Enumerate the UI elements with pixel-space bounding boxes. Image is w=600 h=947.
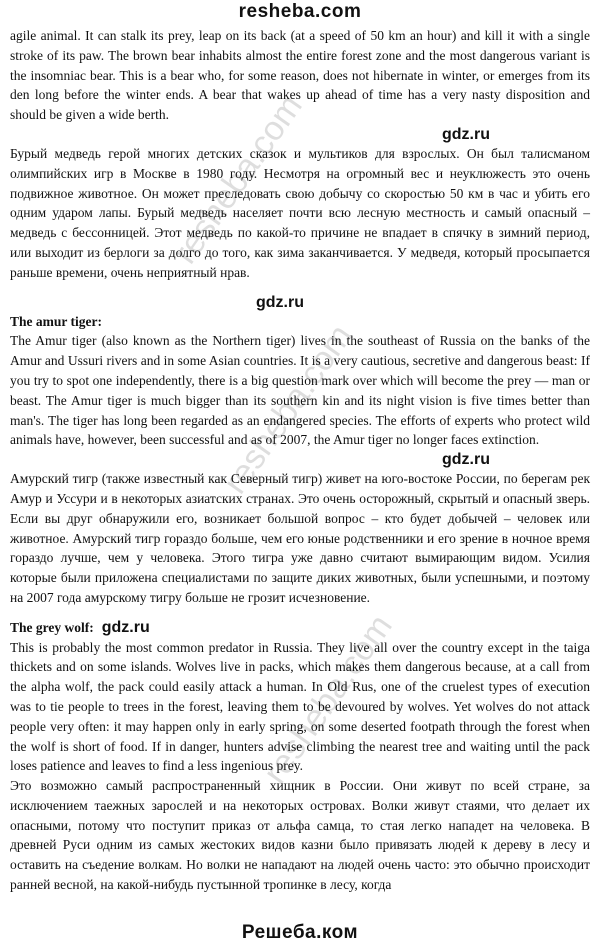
document-body bbox=[10, 26, 590, 895]
tiger-russian-paragraph: Амурский тигр (также известный как Северный тигр) живет на юго-востоке России, по берегам рек Амур и Уссури и в некоторых азиатских странах. Это очень осторожный, скрытый и опасный зверь. Если вы друг обнаружили его, возникает большой вопрос – кто будет добычей – человек или животное. Амурский тигр гораздо больше, чем его юные родственники и его зрение в ночное время гораздо лучше, чем у человека. Этого тигра уже давно считают вымирающим видом. Усилия которые были приложена специалистами по защите диких животных, были успешными, и поэтому на 2007 года амурскому тигру больше не грозит исчезновение. bbox=[10, 471, 590, 605]
gdz-mark: gdz.ru bbox=[442, 451, 490, 469]
watermark: resheba.com bbox=[255, 607, 400, 791]
wolf-russian-paragraph: Это возможно самый распространенный хищник в России. Они живут по всей стране, за исключением таежных зарослей и на некоторых островах. Волки живут стаями, что делает их опасными, потому что поступит приказ от альфа самца, то стая легко нападет на человека. В древней Руси одним из самых жестоких видов казни было привязать людей к дереву в лесу и оставить на съедение волкам. Но волки не нападают на людей очень часто: это обычно происходит ранней весной, на какой-нибудь пустынной тропинке в лесу, когда bbox=[10, 778, 590, 893]
gdz-mark: gdz.ru bbox=[101, 618, 150, 636]
watermark: resheba.com bbox=[215, 317, 360, 501]
bear-english-paragraph: agile animal. It can stalk its prey, leap on its back (at a speed of 50 km an hour) and kill it with a single stroke of its paw. The brown bear inhabits almost the entire forest zone and the most dangerous variant is the insomniac bear. This is a bear who, for some reason, does not hibernate in winter, or emerges from its den long before the winter ends. A bear that wakes up ahead of time has a very nasty disposition and should be given a wide berth. bbox=[10, 28, 590, 123]
wolf-section-title: The grey wolf: bbox=[10, 619, 94, 635]
tiger-section-title: The amur tiger: bbox=[10, 313, 102, 329]
site-footer: Решеба.ком bbox=[241, 922, 359, 943]
gdz-mark: gdz.ru bbox=[442, 125, 490, 143]
bear-russian-paragraph: Бурый медведь герой многих детских сказок и мультиков для взрослых. Он был талисманом олимпийских игр в Москве в 1980 году. Несмотря на огромный вес и неуклюжесть это очень подвижное животное. Он может преследовать свою добычу со скоростью 50 км в час и убить его одним ударом лапы. Бурый медведь населяет почти всю лесную местность и самый опасный – медведь с бессонницей. Этот медведь по какой-то причине не впадает в спячку в зимний период, или выходит из берлоги за долго до того, как зима заканчивается. У медведя, который просыпается раньше времени, очень неприятный нрав. bbox=[10, 145, 590, 280]
wolf-english-paragraph: This is probably the most common predator in Russia. They live all over the country except in the taiga thickets and on some islands. Wolves live in packs, which makes them dangerous because, at a call from the alpha wolf, the pack could easily attack a human. In Old Rus, one of the cruelest types of execution was to tie people to trees in the forest, leaving them to be devoured by wolves. Yet wolves do not attack people very often: it may happen only in early spring, on some deserted footpath through the forest when the wolf is short of food. If in danger, hunters advise climbing the nearest tree and waiting until the pack loses patience and leaves to find a less ingenious prey. bbox=[10, 639, 590, 774]
gdz-mark: gdz.ru bbox=[256, 293, 304, 311]
watermark: resheba.com bbox=[165, 87, 310, 271]
wolf-title-row bbox=[10, 618, 590, 638]
site-header: resheba.com bbox=[238, 1, 362, 22]
tiger-english-paragraph: The Amur tiger (also known as the Northern tiger) lives in the southeast of Russia on the banks of the Amur and Ussuri rivers and in some Asian countries. It is a very cautious, secretive and dangerous beast: If you try to spot one independently, there is a big question mark over which will become the prey — man or beast. The Amur tiger is much bigger than its southern kin and its night vision is five times better than man's. The tiger has long been regarded as an endangered species. The efforts of experts who protect wild animals have, however, been successful and as of 2007, the Amur tiger no longer faces extinction. bbox=[10, 333, 590, 448]
